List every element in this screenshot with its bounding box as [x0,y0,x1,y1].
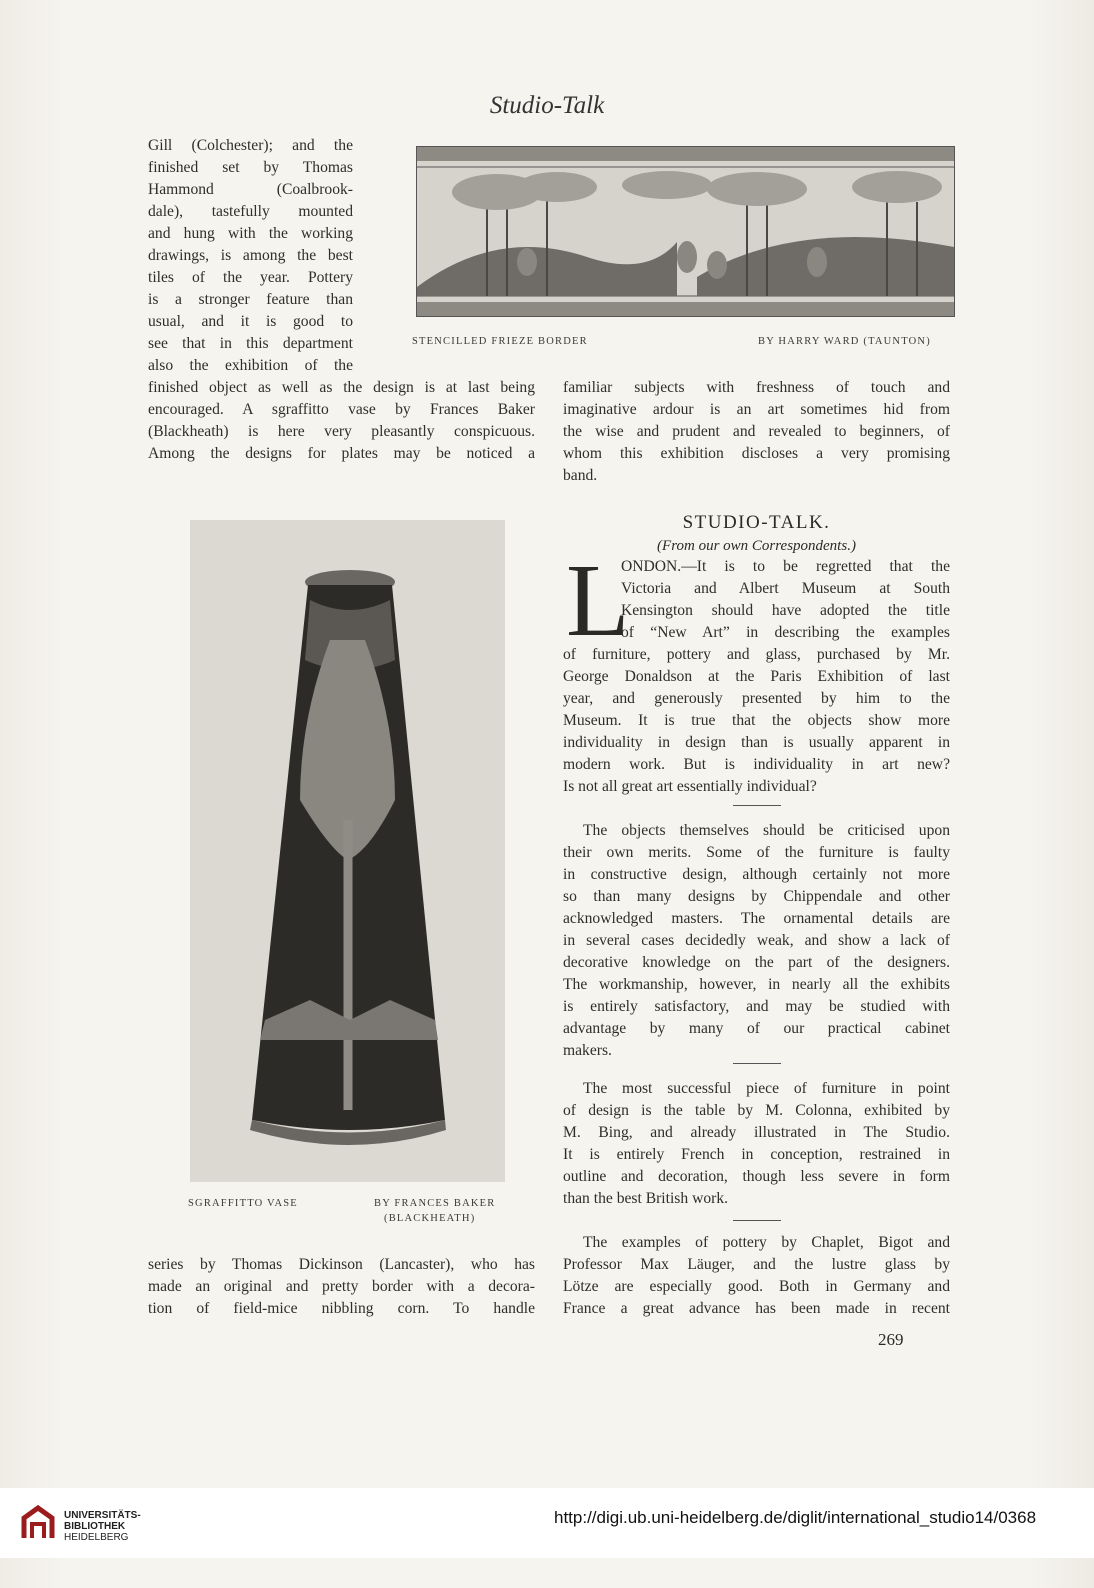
text-line: decorative knowledge on the part of the designers. [563,954,950,971]
text-line: their own merits. Some of the furniture is faulty [563,844,950,861]
source-url-link[interactable]: http://digi.ub.uni-heidelberg.de/diglit/international_studio14/0368 [554,1508,1037,1527]
sgraffitto-vase-photo [190,520,505,1182]
library-name [64,1510,141,1543]
frieze-caption-title: STENCILLED FRIEZE BORDER [412,336,588,347]
section-divider [733,1063,781,1064]
text-line: M. Bing, and already illustrated in The Studio. [563,1124,950,1141]
text-line: series by Thomas Dickinson (Lancaster), who has [148,1256,535,1273]
text-line: Museum. It is true that the objects show more [563,712,950,729]
article-subtitle: (From our own Correspondents.) [657,538,856,554]
text-line: finished object as well as the design is at last being [148,379,535,396]
text-line: dale), tastefully mounted [148,203,353,220]
library-name-line: HEIDELBERG [64,1532,129,1543]
text-line: imaginative ardour is an art sometimes hid from [563,401,950,418]
vase-caption-artist: BY FRANCES BAKER [374,1198,496,1209]
text-line: familiar subjects with freshness of touch and [563,379,950,396]
text-line: of furniture, pottery and glass, purchased by Mr. [563,646,950,663]
drop-cap: L [566,543,630,658]
text-line: in constructive design, although certainly not more [563,866,950,883]
text-line: in several cases decidedly weak, and show a lack of [563,932,950,949]
text-line: individuality in design than is usually apparent in [563,734,950,751]
text-line: Professor Max Läuger, and the lustre glass by [563,1256,950,1273]
text-line: year, and generously presented by him to the [563,690,950,707]
text-line: see that in this department [148,335,353,352]
text-line: makers. [563,1042,612,1059]
text-line: drawings, is among the best [148,247,353,264]
text-line: tion of field-mice nibbling corn. To handle [148,1300,535,1317]
text-line: and hung with the working [148,225,353,242]
frieze-caption-artist: BY HARRY WARD (TAUNTON) [758,336,931,347]
text-line: encouraged. A sgraffitto vase by Frances Baker [148,401,535,418]
text-line: ONDON.—It is to be regretted that the [621,558,950,575]
text-line: The workmanship, however, in nearly all the exhibits [563,976,950,993]
text-line: than the best British work. [563,1190,729,1207]
running-title: Studio-Talk [489,92,605,119]
library-logo-icon [18,1504,58,1544]
article-title: STUDIO-TALK. [682,512,831,533]
text-line: is entirely satisfactory, and may be studied with [563,998,950,1015]
page-number: 269 [878,1330,904,1349]
text-line: modern work. But is individuality in art new? [563,756,950,773]
text-line: Hammond (Coalbrook- [148,181,353,198]
text-line: so than many designs by Chippendale and other [563,888,950,905]
text-line: band. [563,467,598,484]
frieze-illustration-icon [417,147,954,316]
text-line: The most successful piece of furniture in point [583,1080,950,1097]
text-line: The examples of pottery by Chaplet, Bigot and [583,1234,950,1251]
text-line: of design is the table by M. Colonna, exhibited by [563,1102,950,1119]
text-line: Kensington should have adopted the title [621,602,950,619]
text-line: made an original and pretty border with a decora- [148,1278,535,1295]
section-divider [733,1220,781,1221]
vase-caption-title: SGRAFFITTO VASE [188,1198,298,1209]
vase-caption-place: (BLACKHEATH) [384,1213,476,1224]
text-line: tiles of the year. Pottery [148,269,353,286]
text-line: Gill (Colchester); and the [148,137,353,154]
text-line: Among the designs for plates may be noticed a [148,445,535,462]
section-divider [733,805,781,806]
text-line: usual, and it is good to [148,313,353,330]
text-line: Is not all great art essentially individual? [563,778,817,795]
stencilled-frieze-image [416,146,955,317]
text-line: is a stronger feature than [148,291,353,308]
text-line: Lötze are especially good. Both in Germany and [563,1278,950,1295]
text-line: advantage by many of our practical cabinet [563,1020,950,1037]
text-line: of “New Art” in describing the examples [621,624,950,641]
text-line: It is entirely French in conception, restrained in [563,1146,950,1163]
text-line: acknowledged masters. The ornamental details are [563,910,950,927]
text-line: the wise and prudent and revealed to beginners, of [563,423,950,440]
text-line: whom this exhibition discloses a very promising [563,445,950,462]
text-line: Victoria and Albert Museum at South [621,580,950,597]
vase-illustration-icon [190,520,505,1182]
library-name-line: UNIVERSITÄTS- [64,1510,141,1521]
text-line: George Donaldson at the Paris Exhibition of last [563,668,950,685]
library-name-line: BIBLIOTHEK [64,1521,126,1532]
text-line: France a great advance has been made in recent [563,1300,950,1317]
text-line: finished set by Thomas [148,159,353,176]
text-line: The objects themselves should be criticised upon [583,822,950,839]
text-line: (Blackheath) is here very pleasantly conspicuous. [148,423,535,440]
text-line: also the exhibition of the [148,357,353,374]
text-line: outline and decoration, though less severe in form [563,1168,950,1185]
